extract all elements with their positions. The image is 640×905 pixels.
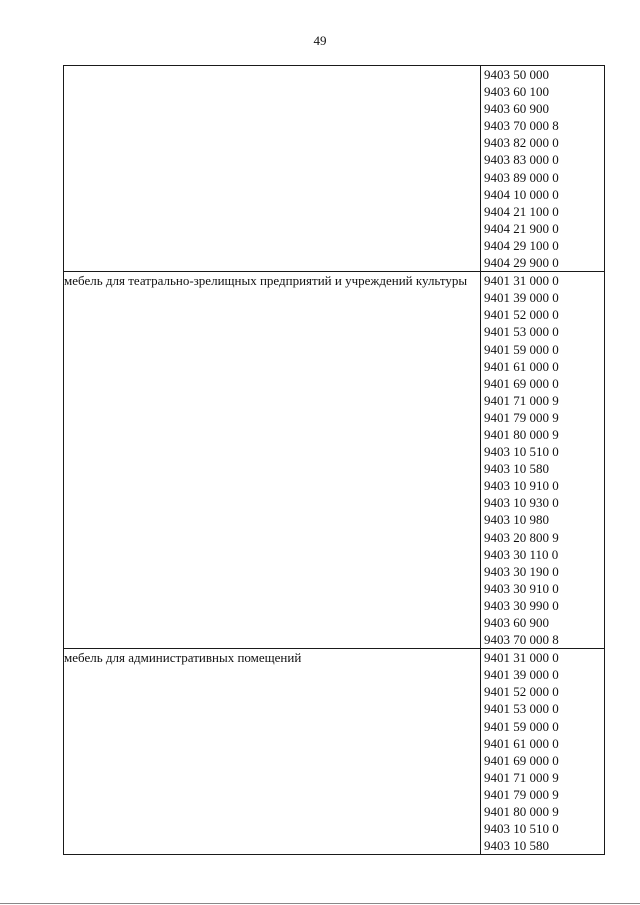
tn-ved-code: 9401 31 000 0 (484, 650, 559, 666)
table-body (64, 66, 605, 855)
tn-ved-code: 9401 39 000 0 (484, 290, 559, 306)
tn-ved-code: 9404 10 000 0 (484, 186, 559, 202)
tn-ved-code: 9403 50 000 (484, 67, 549, 82)
tn-ved-code: 9401 59 000 0 (484, 718, 559, 734)
tn-ved-code: 9401 71 000 9 (484, 392, 559, 408)
tn-ved-code: 9403 60 900 (484, 615, 549, 630)
tn-ved-code: 9401 52 000 0 (484, 684, 559, 700)
tn-ved-code: 9404 21 900 0 (484, 220, 559, 236)
table-row (64, 649, 605, 855)
tn-ved-code: 9401 79 000 9 (484, 786, 559, 802)
tn-ved-code: 9403 60 100 (484, 84, 549, 100)
tn-ved-code: 9401 31 000 0 (484, 273, 559, 289)
tn-ved-code: 9403 20 800 9 (484, 529, 559, 545)
tn-ved-codes-cell (481, 272, 605, 649)
tn-ved-code: 9401 79 000 9 (484, 409, 559, 425)
tn-ved-code: 9404 21 100 0 (484, 203, 559, 219)
tn-ved-code: 9403 89 000 0 (484, 169, 559, 185)
tn-ved-code: 9404 29 100 0 (484, 237, 559, 253)
tn-ved-code: 9403 70 000 8 (484, 118, 559, 134)
furniture-description: мебель для административных помещений (64, 649, 481, 855)
tn-ved-code: 9404 29 900 0 (484, 255, 559, 271)
tn-ved-code: 9403 70 000 8 (484, 632, 559, 648)
tn-ved-code: 9403 30 190 0 (484, 563, 559, 579)
tn-ved-code: 9403 10 910 0 (484, 478, 559, 494)
tn-ved-codes-cell (481, 649, 605, 855)
tn-ved-code: 9403 30 110 0 (484, 546, 559, 562)
codes-table (63, 65, 605, 855)
tn-ved-code: 9403 82 000 0 (484, 135, 559, 151)
tn-ved-code: 9403 10 510 0 (484, 444, 559, 460)
tn-ved-code: 9403 10 930 0 (484, 495, 559, 511)
tn-ved-code: 9401 52 000 0 (484, 307, 559, 323)
tn-ved-code: 9401 69 000 0 (484, 752, 559, 768)
tn-ved-code: 9403 10 510 0 (484, 821, 559, 837)
page-number: 49 (313, 33, 327, 48)
tn-ved-code: 9401 71 000 9 (484, 769, 559, 785)
furniture-description: мебель для театрально-зрелищных предприятий и учреждений культуры (64, 272, 481, 649)
tn-ved-code: 9403 10 580 (484, 838, 549, 854)
tn-ved-code: 9401 39 000 0 (484, 667, 559, 683)
tn-ved-code: 9401 80 000 9 (484, 804, 559, 820)
page-bottom-divider (0, 903, 640, 904)
tn-ved-code: 9403 10 980 (484, 512, 549, 528)
tn-ved-code: 9401 61 000 0 (484, 358, 559, 374)
tn-ved-codes-cell (481, 66, 605, 272)
furniture-description (64, 66, 481, 272)
tn-ved-code: 9403 30 910 0 (484, 580, 559, 596)
table-row (64, 66, 605, 272)
table-row (64, 272, 605, 649)
tn-ved-code: 9401 80 000 9 (484, 426, 559, 442)
tn-ved-code: 9401 53 000 0 (484, 324, 559, 340)
tn-ved-code: 9403 30 990 0 (484, 597, 559, 613)
tn-ved-code: 9403 60 900 (484, 101, 549, 117)
tn-ved-code: 9401 69 000 0 (484, 375, 559, 391)
tn-ved-code: 9401 53 000 0 (484, 701, 559, 717)
tn-ved-code: 9403 10 580 (484, 461, 549, 477)
tn-ved-code: 9401 59 000 0 (484, 341, 559, 357)
tn-ved-code: 9403 83 000 0 (484, 152, 559, 168)
tn-ved-code: 9401 61 000 0 (484, 735, 559, 751)
